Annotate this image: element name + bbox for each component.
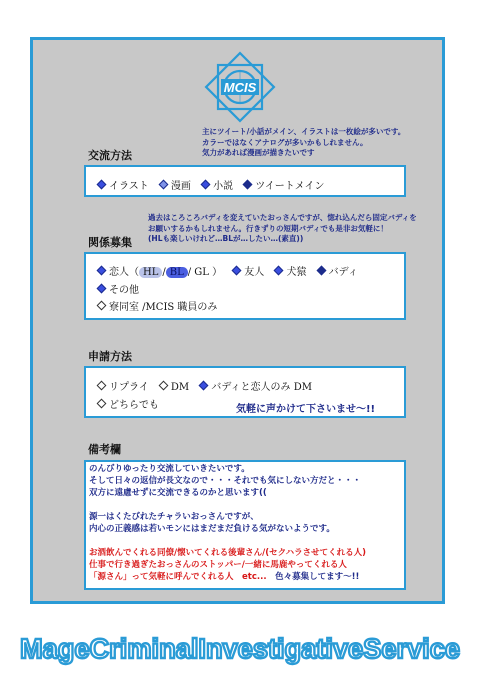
relationship-row-1 bbox=[98, 263, 366, 278]
diamond-checked-icon bbox=[97, 180, 107, 190]
option-rival[interactable]: 犬猿 bbox=[275, 263, 306, 278]
diamond-checked-icon bbox=[316, 266, 326, 276]
option-reply[interactable]: リプライ bbox=[98, 378, 149, 393]
option-manga[interactable]: 漫画 bbox=[160, 177, 191, 192]
diamond-unchecked-icon bbox=[97, 399, 107, 409]
footer-title bbox=[0, 628, 481, 668]
options-communication bbox=[98, 177, 332, 192]
application-cta: 気軽に声かけて下さいませ〜!! bbox=[236, 404, 376, 415]
mcis-logo bbox=[199, 46, 281, 128]
option-other[interactable]: その他 bbox=[98, 281, 139, 296]
diamond-checked-icon bbox=[243, 180, 253, 190]
application-row-1 bbox=[98, 378, 320, 393]
option-tweet-main[interactable]: ツイートメイン bbox=[244, 177, 324, 192]
relationship-row-2 bbox=[98, 281, 147, 296]
section-title-communication: 交流方法 bbox=[88, 149, 132, 162]
diamond-checked-icon bbox=[232, 266, 242, 276]
option-buddy-lover-dm[interactable]: バディと恋人のみ DM bbox=[200, 378, 312, 393]
option-dm[interactable]: DM bbox=[160, 382, 189, 393]
diamond-checked-icon bbox=[199, 381, 209, 391]
badge-bl[interactable]: BL bbox=[166, 267, 188, 278]
diamond-checked-icon bbox=[158, 180, 168, 190]
logo-text: MCIS bbox=[223, 80, 257, 95]
diamond-unchecked-icon bbox=[97, 301, 107, 311]
application-row-2 bbox=[98, 396, 167, 411]
section-title-relationship: 関係募集 bbox=[88, 236, 132, 249]
svg-text:MageCriminalInvestigativeServi: MageCriminalInvestigativeService bbox=[20, 633, 460, 664]
option-illustration[interactable]: イラスト bbox=[98, 177, 149, 192]
diamond-checked-icon bbox=[201, 180, 211, 190]
diamond-checked-icon bbox=[97, 284, 107, 294]
diamond-checked-icon bbox=[274, 266, 284, 276]
badge-hl[interactable]: HL bbox=[139, 267, 162, 278]
section-title-remarks: 備考欄 bbox=[88, 443, 121, 456]
option-lover[interactable]: 恋人（ HL / BL / GL ） bbox=[98, 263, 222, 278]
section-title-application: 申請方法 bbox=[88, 350, 132, 363]
option-dorm-mcis-only[interactable]: 寮同室 /MCIS 職員のみ bbox=[98, 298, 217, 313]
diamond-unchecked-icon bbox=[97, 381, 107, 391]
note-communication: 主にツイート/小話がメイン、イラストは一枚絵が多いです。 カラーではなくアナログが多いかもしれません。 気力があれば漫画が描きたいです bbox=[202, 127, 406, 157]
diamond-checked-icon bbox=[97, 266, 107, 276]
option-either[interactable]: どちらでも bbox=[98, 396, 159, 411]
option-buddy[interactable]: バディ bbox=[318, 263, 358, 278]
relationship-row-3 bbox=[98, 298, 225, 313]
diamond-unchecked-icon bbox=[158, 381, 168, 391]
note-relationship: 過去はころころバディを変えていたおっさんですが、惚れ込んだら固定バディを お願いするかもしれません。行きずりの短期バディでも是非お気軽に！ (HLも楽しいけれど…BLが…したい…(素直)) bbox=[148, 213, 417, 243]
remarks-text: のんびりゆったり交流していきたいです。 そして日々の返信が長文なので・・・それでも気にしない方だと・・・ 双方に遠慮せずに交流できるのかと思います(( 源一はくたびれたチャラいおっさんですが、 内心の正義感は若いモンにはまだまだ負ける気がないようです。 お酒飲んでくれる同僚/懐いてくれる後輩さん/(セクハラさせてくれる人) 仕事で行き過ぎたおっさんのストッパー/一緒に馬鹿やってくれる人 「源さん」って気軽に呼んでくれる人 etc... 色々募集してます〜!! bbox=[89, 464, 366, 582]
option-novel[interactable]: 小説 bbox=[202, 177, 233, 192]
option-friend[interactable]: 友人 bbox=[233, 263, 264, 278]
